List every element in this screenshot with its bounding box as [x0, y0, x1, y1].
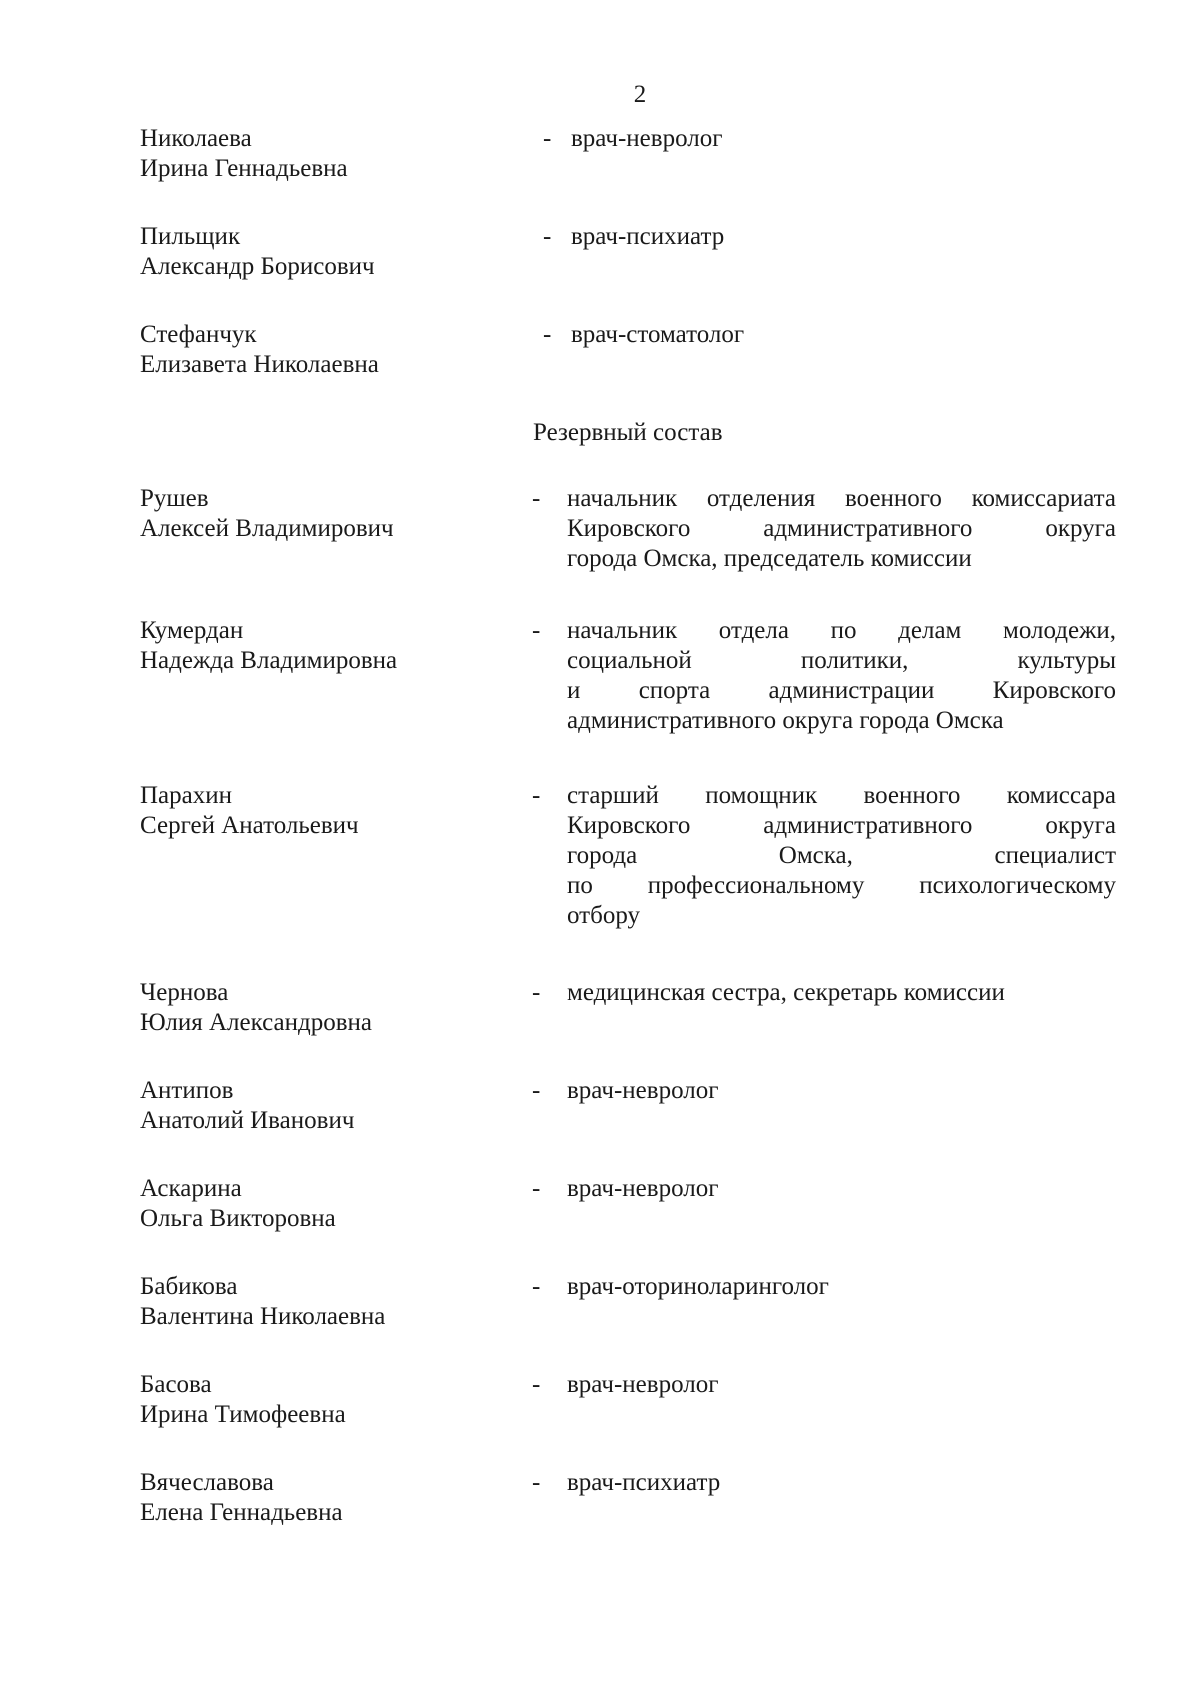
member-role — [571, 124, 1120, 154]
member-name — [140, 616, 520, 676]
member-given-names: Елена Геннадьевна — [140, 1499, 343, 1526]
member-role — [567, 616, 1116, 736]
member-role — [567, 484, 1116, 574]
member-given-names: Александр Борисович — [140, 253, 375, 280]
member-given-names: Ольга Викторовна — [140, 1205, 336, 1232]
member-surname: Пильщик — [140, 223, 241, 250]
member-surname: Басова — [140, 1371, 212, 1398]
member-given-names: Ирина Тимофеевна — [140, 1401, 346, 1428]
dash-separator: - — [532, 1273, 541, 1300]
member-surname: Аскарина — [140, 1175, 242, 1202]
role-line: начальник отделения военного комиссариата — [567, 485, 1116, 512]
dash-separator: - — [543, 321, 552, 348]
member-name — [140, 222, 520, 282]
role-line: социальной политики, культуры — [567, 647, 1116, 674]
member-role — [567, 1076, 1116, 1106]
role-line: врач-психиатр — [567, 1469, 721, 1496]
dash-separator: - — [532, 979, 541, 1006]
member-surname: Николаева — [140, 125, 252, 152]
dash-separator: - — [532, 782, 541, 809]
role-line: начальник отдела по делам молодежи, — [567, 617, 1116, 644]
role-line: врач-невролог — [567, 1077, 719, 1104]
member-given-names: Алексей Владимирович — [140, 515, 394, 542]
member-role — [567, 1370, 1116, 1400]
role-line: города Омска, председатель комиссии — [567, 545, 972, 572]
role-line: врач-оториноларинголог — [567, 1273, 829, 1300]
role-line: врач-невролог — [567, 1175, 719, 1202]
role-line: Кировского административного округа — [567, 812, 1116, 839]
member-given-names: Ирина Геннадьевна — [140, 155, 348, 182]
member-role — [567, 781, 1116, 931]
dash-separator: - — [532, 1175, 541, 1202]
member-role — [567, 1272, 1116, 1302]
role-line: врач-невролог — [567, 1371, 719, 1398]
member-role — [567, 1174, 1116, 1204]
role-line: административного округа города Омска — [567, 707, 1004, 734]
dash-separator: - — [532, 485, 541, 512]
dash-separator: - — [532, 1371, 541, 1398]
member-role — [571, 222, 1120, 252]
member-given-names: Надежда Владимировна — [140, 647, 398, 674]
member-given-names: Анатолий Иванович — [140, 1107, 355, 1134]
member-given-names: Елизавета Николаевна — [140, 351, 379, 378]
member-surname: Кумердан — [140, 617, 244, 644]
role-line: Кировского административного округа — [567, 515, 1116, 542]
page-number: 2 — [633, 81, 647, 108]
member-surname: Парахин — [140, 782, 233, 809]
role-line: по профессиональному психологическому — [567, 872, 1116, 899]
role-line: старший помощник военного комиссара — [567, 782, 1116, 809]
member-given-names: Валентина Николаевна — [140, 1303, 386, 1330]
member-surname: Вячеславова — [140, 1469, 274, 1496]
member-role — [567, 978, 1116, 1008]
role-line: и спорта администрации Кировского — [567, 677, 1116, 704]
dash-separator: - — [532, 617, 541, 644]
member-given-names: Юлия Александровна — [140, 1009, 372, 1036]
member-name — [140, 1272, 520, 1332]
role-line: города Омска, специалист — [567, 842, 1116, 869]
member-role — [567, 1468, 1116, 1498]
role-line: отбору — [567, 902, 640, 929]
member-name — [140, 1174, 520, 1234]
member-name — [140, 124, 520, 184]
member-name — [140, 1370, 520, 1430]
member-name — [140, 1076, 520, 1136]
role-line: врач-невролог — [571, 125, 723, 152]
member-surname: Бабикова — [140, 1273, 238, 1300]
role-line: врач-психиатр — [571, 223, 725, 250]
member-surname: Чернова — [140, 979, 229, 1006]
member-given-names: Сергей Анатольевич — [140, 812, 359, 839]
member-name — [140, 484, 520, 544]
member-name — [140, 781, 520, 841]
member-name — [140, 978, 520, 1038]
dash-separator: - — [543, 125, 552, 152]
member-surname: Антипов — [140, 1077, 234, 1104]
member-surname: Стефанчук — [140, 321, 257, 348]
member-name — [140, 1468, 520, 1528]
member-role — [571, 320, 1120, 350]
member-name — [140, 320, 520, 380]
role-line: медицинская сестра, секретарь комиссии — [567, 979, 1005, 1006]
reserve-section-heading: Резервный состав — [533, 419, 723, 446]
dash-separator: - — [532, 1469, 541, 1496]
dash-separator: - — [543, 223, 552, 250]
member-surname: Рушев — [140, 485, 209, 512]
dash-separator: - — [532, 1077, 541, 1104]
role-line: врач-стоматолог — [571, 321, 745, 348]
